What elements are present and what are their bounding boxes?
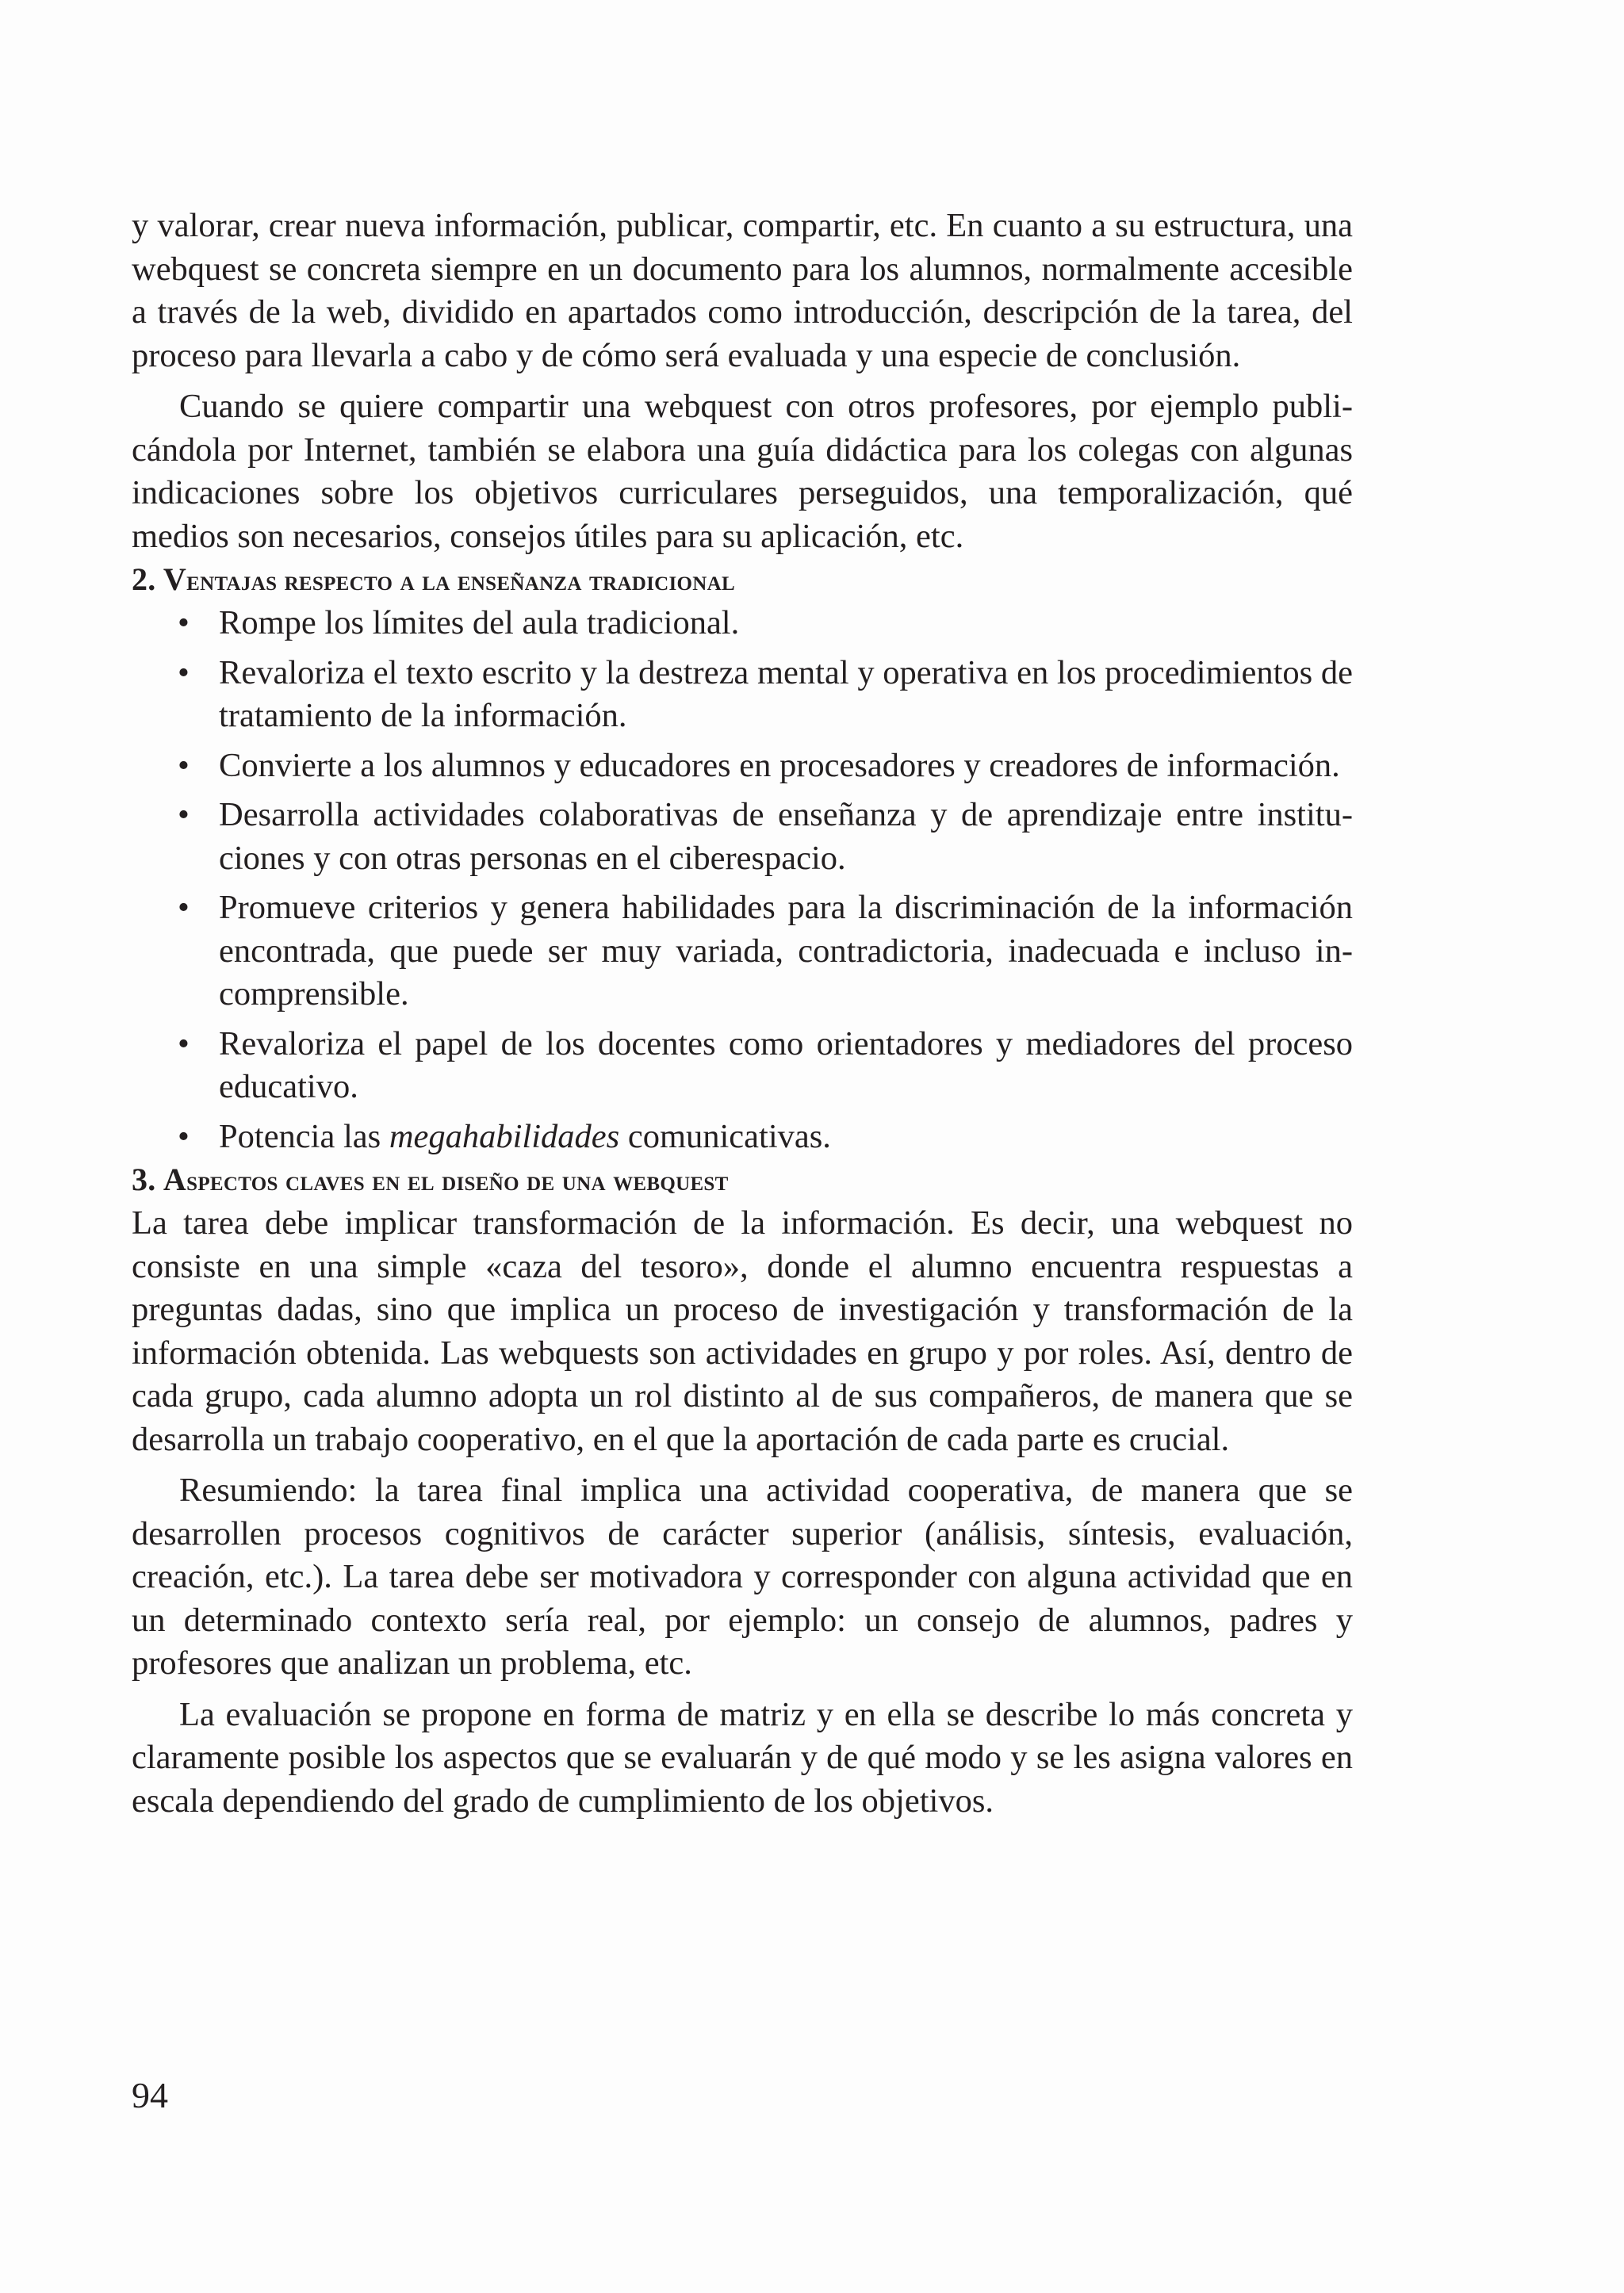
section-2-title-initial: V xyxy=(163,561,187,597)
list-item xyxy=(132,602,1353,645)
bullet-icon: • xyxy=(178,796,190,833)
intro-paragraph-1: y valorar, crear nueva información, publicar, compartir, etc. En cuanto a su estructura, una webquest se concreta siempre en un documento para los alumnos, normalmente accesible a través de la web, dividido en apartados como introducción, descripción de la tarea, del proceso para llevarla a cabo y de cómo será evaluada y una especie de conclusión. xyxy=(132,207,1353,374)
intro-paragraph-2: Cuando se quiere compartir una webquest con otros profesores, por ejemplo publicándola por Internet, también se elabora una guía didáctica para los colegas con algunas indicaciones sobre los objetivos curriculares perseguidos, una temporalización, qué medios son necesarios, consejos útiles para su aplicación, etc. xyxy=(132,388,1353,555)
section-3-title: spectos claves en el diseño de una webquest xyxy=(186,1165,729,1196)
bullet-icon: • xyxy=(178,746,190,784)
list-item xyxy=(132,886,1353,1016)
list-item xyxy=(132,652,1353,738)
bullet-icon: • xyxy=(178,1024,190,1062)
list-item-text: Promueve criterios y genera habilidades para la discriminación de la información encontrada, que puede ser muy variada, contradictoria, inadecuada e incluso incomprensible. xyxy=(219,889,1353,1013)
list-item-text-before: Potencia las xyxy=(219,1117,389,1155)
section-2-title: entajas respecto a la enseñanza tradicional xyxy=(186,565,735,596)
list-item-text: Revaloriza el papel de los docentes como orientadores y mediadores del proceso educativo. xyxy=(219,1024,1353,1105)
list-item xyxy=(132,1116,1353,1159)
bullet-icon: • xyxy=(178,653,190,691)
list-item-text: Desarrolla actividades colaborativas de enseñanza y de aprendizaje entre instituciones y con otras personas en el ciberespacio. xyxy=(219,796,1353,877)
section-3-paragraph-2: Resumiendo: la tarea final implica una actividad cooperativa, de manera que se desarrollen procesos cognitivos de carácter superior (análisis, síntesis, evaluación, creación, etc.). La tarea debe ser motivadora y corresponder con alguna actividad que en un determinado contexto sería real, por ejemplo: un consejo de alumnos, padres y profesores que analizan un problema, etc. xyxy=(132,1472,1353,1682)
section-3-heading xyxy=(132,1158,1353,1202)
page-body xyxy=(132,205,1353,1823)
list-item-text: Revaloriza el texto escrito y la destreza mental y operativa en los procedimientos de tratamiento de la información. xyxy=(219,653,1353,734)
bullet-icon: • xyxy=(178,1117,190,1155)
bullet-icon: • xyxy=(178,604,190,641)
section-2-heading xyxy=(132,558,1353,602)
section-3-paragraph-3: La evaluación se propone en forma de matriz y en ella se describe lo más concreta y claramente posible los aspectos que se evaluarán y de qué modo y se les asigna valores en escala dependiendo del grado de cumplimiento de los objetivos. xyxy=(132,1695,1353,1820)
section-3-paragraph-1: La tarea debe implicar transformación de la información. Es decir, una webquest no consiste en una simple «caza del tesoro», donde el alumno encuentra respuestas a preguntas dadas, sino que implica un proceso de investigación y transformación de la información obtenida. Las webquests son actividades en grupo y por roles. Así, dentro de cada grupo, cada alumno adopta un rol distinto al de sus compañeros, de manera que se desarrolla un trabajo cooperativo, en el que la aportación de cada parte es crucial. xyxy=(132,1204,1353,1458)
page-number: 94 xyxy=(132,2075,168,2115)
list-item-text: Rompe los límites del aula tradicional. xyxy=(219,604,740,641)
section-3-title-initial: A xyxy=(163,1162,187,1197)
list-item xyxy=(132,1023,1353,1109)
bullet-icon: • xyxy=(178,889,190,926)
list-item-text-after: comunicativas. xyxy=(619,1117,831,1155)
list-item-text: Convierte a los alumnos y educadores en procesadores y creadores de información. xyxy=(219,746,1340,784)
list-item xyxy=(132,745,1353,788)
section-3-number: 3. xyxy=(132,1162,156,1197)
advantages-list xyxy=(132,602,1353,1158)
list-item-emphasis: megahabilidades xyxy=(389,1117,620,1155)
list-item xyxy=(132,794,1353,880)
section-2-number: 2. xyxy=(132,561,156,597)
